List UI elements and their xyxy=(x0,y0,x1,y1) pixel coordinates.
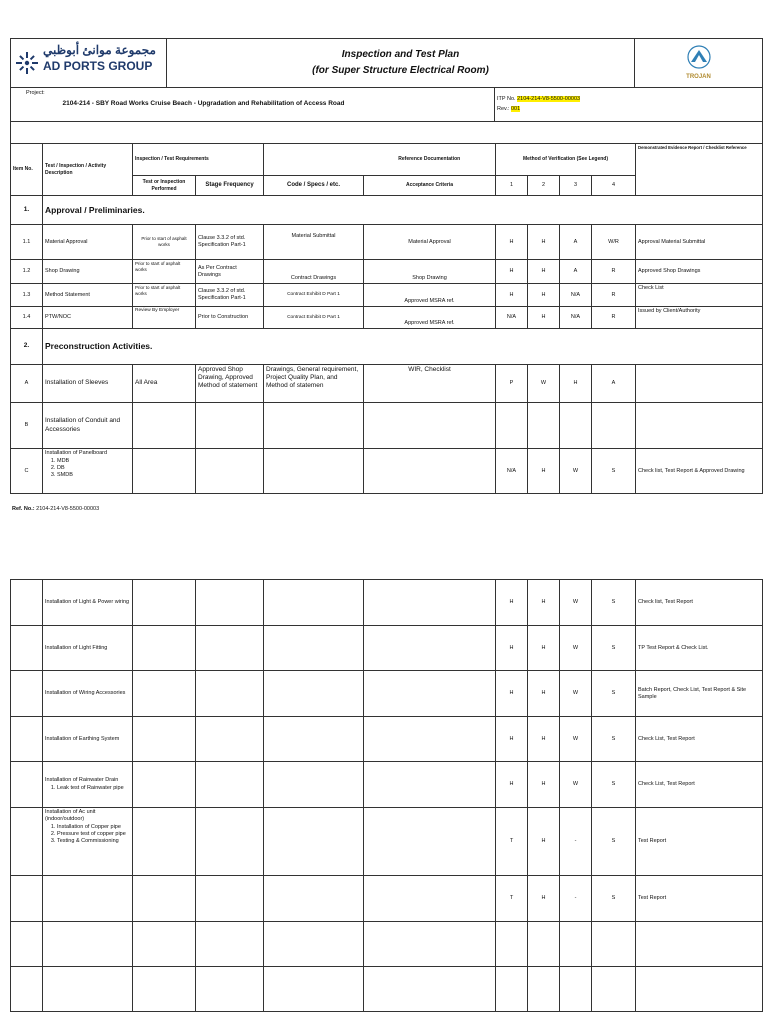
row-activity xyxy=(43,449,133,494)
title-cell xyxy=(167,39,635,88)
list-item: 1. MDB xyxy=(57,458,130,465)
project-name: 2104-214 - SBY Road Works Cruise Beach - Upgradation and Rehabilitation of Access Road xyxy=(62,100,345,108)
project-table xyxy=(10,87,763,144)
panelboard-list xyxy=(45,458,130,479)
row-no: 1.3 xyxy=(11,284,43,307)
row-v3: W xyxy=(560,717,592,762)
row-v2: H xyxy=(528,580,560,626)
row-v2: H xyxy=(528,284,560,307)
row-stage: Prior to Construction xyxy=(196,307,264,329)
row-v2: H xyxy=(528,762,560,808)
section2-no: 2. xyxy=(11,329,43,365)
row-v4: S xyxy=(592,762,636,808)
row-evidence: Check List, Test Report xyxy=(636,762,763,808)
client-logo-cell xyxy=(635,39,763,88)
row-code: Material Submittal xyxy=(264,225,364,260)
row-v3: W xyxy=(560,671,592,717)
row-stage: Clause 3.3.2 of std. Specification Part-1 xyxy=(196,225,264,260)
row-v4: S xyxy=(592,449,636,494)
itp-table xyxy=(10,143,763,494)
row-v2: W xyxy=(528,365,560,403)
row-evidence: Test Report xyxy=(636,876,763,922)
col-requirements: Inspection / Test Requirements xyxy=(133,144,264,176)
list-item: 2. Pressure test of copper pipe xyxy=(57,831,130,838)
project-label: Project: xyxy=(26,90,45,96)
row-no: B xyxy=(11,403,43,449)
row-v4: S xyxy=(592,580,636,626)
col-test-performed: Test or Inspection Performed xyxy=(133,176,196,196)
row-v3: A xyxy=(560,225,592,260)
ref-value: 2104-214-V8-5500-00003 xyxy=(36,506,100,512)
row-v2: H xyxy=(528,808,560,876)
row-activity: Material Approval xyxy=(43,225,133,260)
logo-arabic-text: مجموعة موانئ أبوظبي xyxy=(43,43,156,57)
row-activity-title: Installation of Ac unit (indoor/outdoor) xyxy=(45,809,96,822)
row-v3: W xyxy=(560,626,592,671)
table-row xyxy=(11,808,763,876)
row-activity: Installation of Light & Power wiring xyxy=(43,580,133,626)
row-acceptance: Approved MSRA ref. xyxy=(364,307,496,329)
header-table xyxy=(10,38,763,88)
row-activity: Shop Drawing xyxy=(43,260,133,284)
row-v1: H xyxy=(496,284,528,307)
list-item: 3. SMDB xyxy=(57,472,130,479)
row-performed: All Area xyxy=(133,365,196,403)
row-activity: Installation of Sleeves xyxy=(43,365,133,403)
row-evidence xyxy=(636,365,763,403)
row-acceptance: Material Approval xyxy=(364,225,496,260)
col-activity: Test / Inspection / Activity Description xyxy=(43,144,133,196)
row-v3: - xyxy=(560,808,592,876)
row-v2: H xyxy=(528,876,560,922)
section1-title: Approval / Preliminaries. xyxy=(43,196,763,225)
row-v3: W xyxy=(560,580,592,626)
row-evidence: Approved Shop Drawings xyxy=(636,260,763,284)
logo-text: AD PORTS GROUP xyxy=(43,59,153,73)
row-activity-title: Installation of Panelboard xyxy=(45,450,108,456)
row-activity-title: Installation of Rainwater Drain xyxy=(45,777,119,784)
document-subtitle: (for Super Structure Electrical Room) xyxy=(312,65,489,76)
section2-title: Preconstruction Activities. xyxy=(43,329,763,365)
list-item: 1. Leak test of Rainwater pipe xyxy=(57,785,130,792)
rev-line xyxy=(497,106,760,113)
col-code-specs: Code / Specs / etc. xyxy=(264,176,364,196)
document-title: Inspection and Test Plan xyxy=(341,48,460,60)
row-stage: Approved Shop Drawing, Approved Method of statement xyxy=(196,365,264,403)
row-acceptance: Shop Drawing xyxy=(364,260,496,284)
row-v4: S xyxy=(592,626,636,671)
table-row xyxy=(11,762,763,808)
row-v3: A xyxy=(560,260,592,284)
row-code: Contract Exhibit D Part 1 xyxy=(264,307,364,329)
row-code: Contract Exhibit D Part 1 xyxy=(264,284,364,307)
row-v1: H xyxy=(496,671,528,717)
row-activity: Method Statement xyxy=(43,284,133,307)
row-evidence: Check list, Test Report & Approved Drawing xyxy=(636,449,763,494)
row-v1: H xyxy=(496,626,528,671)
table-row xyxy=(11,671,763,717)
ac-unit-list xyxy=(45,824,130,845)
col-reference: Reference Documentation xyxy=(364,144,496,176)
row-acceptance: Approved MSRA ref. xyxy=(364,284,496,307)
section1-no: 1. xyxy=(11,196,43,225)
table-row xyxy=(11,260,763,284)
row-v1: H xyxy=(496,717,528,762)
row-performed: Prior to start of asphalt works xyxy=(133,284,196,307)
col-stage-frequency: Stage Frequency xyxy=(196,176,264,196)
row-v3: N/A xyxy=(560,307,592,329)
row-v4: S xyxy=(592,876,636,922)
row-activity: Installation of Conduit and Accessories xyxy=(43,403,133,449)
row-evidence: Approval Material Submittal xyxy=(636,225,763,260)
table-row xyxy=(11,717,763,762)
row-v4: W/R xyxy=(592,225,636,260)
table-row xyxy=(11,307,763,329)
row-v2: H xyxy=(528,260,560,284)
ref-number xyxy=(12,506,99,512)
ref-label: Ref. No.: xyxy=(12,506,35,512)
row-evidence: Test Report xyxy=(636,808,763,876)
row-v1: N/A xyxy=(496,307,528,329)
row-activity xyxy=(43,876,133,922)
row-code: Drawings, General requirement, Project Quality Plan, and Method of statemen xyxy=(264,365,364,403)
col-evidence: Demonstrated Evidence Report / Checklist Reference xyxy=(636,144,763,196)
itp-value: 2104-214-V8-5500-00003 xyxy=(517,96,581,103)
col-verification: Method of Verification (See Legend) xyxy=(496,144,636,176)
rev-label: Rev.: xyxy=(497,106,510,112)
row-evidence: Issued by Client/Authority xyxy=(636,307,763,329)
row-acceptance: WIR, Checklist xyxy=(364,365,496,403)
row-evidence: Check List, Test Report xyxy=(636,717,763,762)
row-code: Contract Drawings xyxy=(264,260,364,284)
table-row xyxy=(11,284,763,307)
table-row xyxy=(11,580,763,626)
row-v1: N/A xyxy=(496,449,528,494)
row-activity: PTW/NOC xyxy=(43,307,133,329)
company-logo-cell xyxy=(11,39,167,88)
col-v2: 2 xyxy=(528,176,560,196)
table-row xyxy=(11,626,763,671)
row-performed: Review By Employer xyxy=(133,307,196,329)
row-v3: - xyxy=(560,876,592,922)
rev-value: 001 xyxy=(510,106,521,112)
row-evidence: Batch Report, Check List, Test Report & Site Sample xyxy=(636,671,763,717)
row-no: 1.4 xyxy=(11,307,43,329)
table-row xyxy=(11,225,763,260)
row-v2: H xyxy=(528,307,560,329)
project-name-cell xyxy=(45,88,495,122)
itp-line xyxy=(497,96,760,103)
row-no: A xyxy=(11,365,43,403)
col-v1: 1 xyxy=(496,176,528,196)
row-performed: Prior to start of asphalt works xyxy=(133,225,196,260)
row-v4: S xyxy=(592,717,636,762)
row-v1: H xyxy=(496,260,528,284)
row-stage: Clause 3.3.2 of std. Specification Part-1 xyxy=(196,284,264,307)
rainwater-list xyxy=(45,785,130,792)
row-no: 1.1 xyxy=(11,225,43,260)
row-v4: R xyxy=(592,307,636,329)
row-v1: H xyxy=(496,762,528,808)
ad-ports-logo-icon xyxy=(14,50,40,76)
row-v4: R xyxy=(592,260,636,284)
row-activity: Installation of Earthing System xyxy=(43,717,133,762)
row-activity xyxy=(43,762,133,808)
project-label-cell xyxy=(11,88,45,122)
col-item-no: Item No. xyxy=(11,144,43,196)
itp-table-page2 xyxy=(10,579,763,1012)
row-v1: H xyxy=(496,580,528,626)
row-v3: W xyxy=(560,762,592,808)
table-row xyxy=(11,922,763,967)
row-v4: S xyxy=(592,808,636,876)
row-no: 1.2 xyxy=(11,260,43,284)
trojan-logo-icon xyxy=(684,45,714,71)
row-no: C xyxy=(11,449,43,494)
row-v3: N/A xyxy=(560,284,592,307)
itp-cell xyxy=(495,88,763,122)
row-v2: H xyxy=(528,626,560,671)
table-row xyxy=(11,403,763,449)
list-item: 1. Installation of Copper pipe xyxy=(57,824,130,831)
row-v1: P xyxy=(496,365,528,403)
row-evidence: Check List xyxy=(636,284,763,307)
list-item: 3. Testing & Commissioning xyxy=(57,838,130,845)
table-row xyxy=(11,449,763,494)
row-v2: H xyxy=(528,225,560,260)
row-v4: S xyxy=(592,671,636,717)
row-stage: As Per Contract Drawings xyxy=(196,260,264,284)
table-row xyxy=(11,365,763,403)
row-v4: A xyxy=(592,365,636,403)
row-v3: W xyxy=(560,449,592,494)
col-acceptance: Acceptance Criteria xyxy=(364,176,496,196)
row-v3: H xyxy=(560,365,592,403)
row-v1: H xyxy=(496,225,528,260)
client-logo-text: TROJAN xyxy=(686,73,711,80)
row-v2: H xyxy=(528,671,560,717)
col-v3: 3 xyxy=(560,176,592,196)
row-v2: H xyxy=(528,717,560,762)
row-activity: Installation of Light Fitting xyxy=(43,626,133,671)
table-row xyxy=(11,876,763,922)
row-v1: T xyxy=(496,876,528,922)
row-evidence: Check list, Test Report xyxy=(636,580,763,626)
col-v4: 4 xyxy=(592,176,636,196)
row-activity: Installation of Wiring Accessories xyxy=(43,671,133,717)
list-item: 2. DB xyxy=(57,465,130,472)
itp-label: ITP No. xyxy=(497,96,516,103)
row-performed: Prior to start of asphalt works xyxy=(133,260,196,284)
row-evidence: TP Test Report & Check List. xyxy=(636,626,763,671)
row-v2: H xyxy=(528,449,560,494)
row-v4: R xyxy=(592,284,636,307)
row-v1: T xyxy=(496,808,528,876)
blank-row xyxy=(11,122,763,144)
table-row xyxy=(11,967,763,1012)
row-activity xyxy=(43,808,133,876)
